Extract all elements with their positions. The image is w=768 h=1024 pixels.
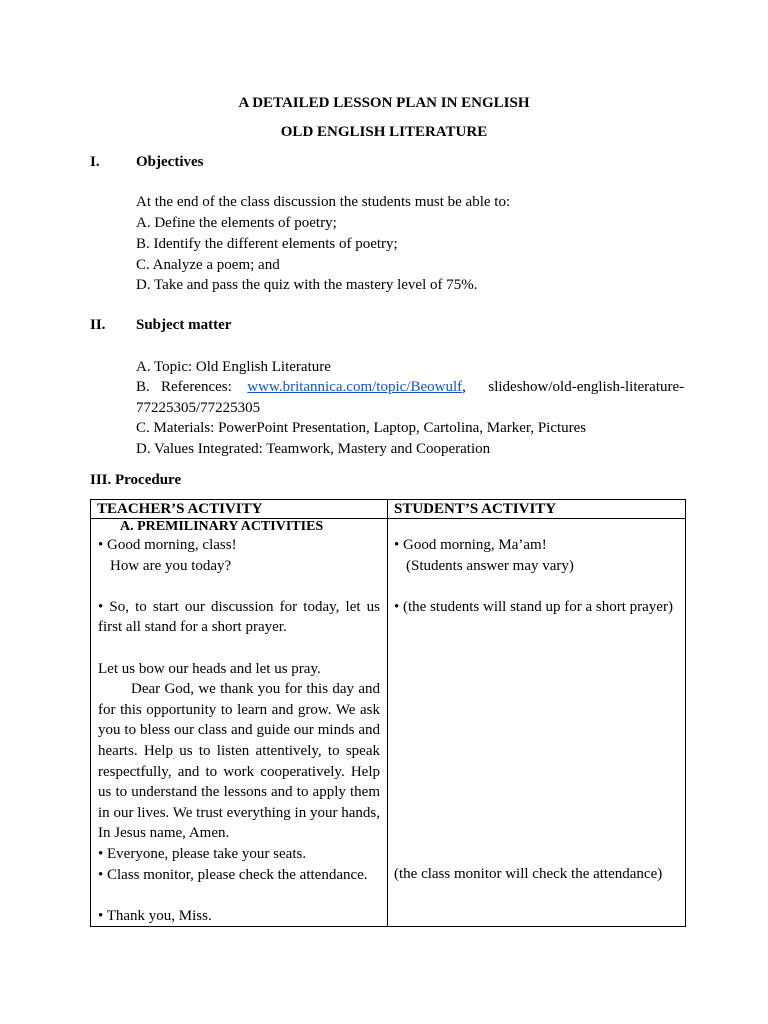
references-continued: 77225305/77225305: [136, 400, 261, 416]
subject-references: [136, 378, 685, 396]
objective-item: D. Take and pass the quiz with the mastery level of 75%.: [136, 277, 478, 293]
document-subtitle: OLD ENGLISH LITERATURE: [280, 124, 488, 140]
subject-materials: C. Materials: PowerPoint Presentation, Laptop, Cartolina, Marker, Pictures: [136, 420, 587, 436]
references-label: B. References:: [136, 379, 232, 395]
objectives-heading: Objectives: [136, 154, 204, 170]
procedure-table: [90, 499, 686, 927]
objectives-number: I.: [90, 154, 100, 170]
references-rest: , slideshow/old-english-literature-: [462, 379, 685, 395]
subject-values: D. Values Integrated: Teamwork, Mastery and Cooperation: [136, 441, 491, 457]
teacher-how-are-you: How are you today?: [110, 557, 232, 574]
objective-item: A. Define the elements of poetry;: [136, 215, 337, 231]
teacher-bow-heads: Let us bow our heads and let us pray.: [98, 660, 321, 677]
student-stand: • (the students will stand up for a short prayer): [394, 598, 673, 615]
subject-number: II.: [90, 317, 106, 333]
references-link[interactable]: www.britannica.com/topic/Beowulf: [247, 379, 463, 395]
student-column-header: STUDENT’S ACTIVITY: [388, 500, 686, 519]
teacher-column-header: TEACHER’S ACTIVITY: [91, 500, 388, 519]
subject-heading: Subject matter: [136, 317, 232, 333]
teacher-prayer-intro: • So, to start our discussion for today, let us first all stand for a short prayer.: [98, 598, 380, 636]
objective-item: C. Analyze a poem; and: [136, 257, 280, 273]
student-monitor: (the class monitor will check the attendance): [394, 866, 663, 883]
teacher-take-seats: • Everyone, please take your seats.: [98, 845, 307, 862]
teacher-prayer: Dear God, we thank you for this day and for this opportunity to learn and grow. We ask you to bless our class and guide our minds and hearts. Help us to listen attentively, to speak respectfully, and to work cooperatively. Help us to understand the lessons and to apply them in our lives. We trust everything in your hands, In Jesus name, Amen.: [98, 681, 380, 842]
teacher-greeting: • Good morning, class!: [98, 537, 237, 553]
student-greeting: • Good morning, Ma’am!: [394, 537, 547, 553]
teacher-activity-cell: [91, 519, 388, 927]
teacher-thanks: • Thank you, Miss.: [98, 907, 212, 924]
student-activity-cell: [388, 519, 686, 927]
procedure-heading: III. Procedure: [90, 472, 182, 488]
teacher-attendance: • Class monitor, please check the attendance.: [98, 866, 368, 883]
objectives-intro: At the end of the class discussion the students must be able to:: [136, 194, 511, 210]
student-answer: (Students answer may vary): [406, 557, 574, 574]
document-title: A DETAILED LESSON PLAN IN ENGLISH: [238, 95, 530, 111]
subject-topic: A. Topic: Old English Literature: [136, 359, 331, 375]
section-a-heading: A. PREMILINARY ACTIVITIES: [120, 519, 324, 534]
objective-item: B. Identify the different elements of poetry;: [136, 236, 398, 252]
